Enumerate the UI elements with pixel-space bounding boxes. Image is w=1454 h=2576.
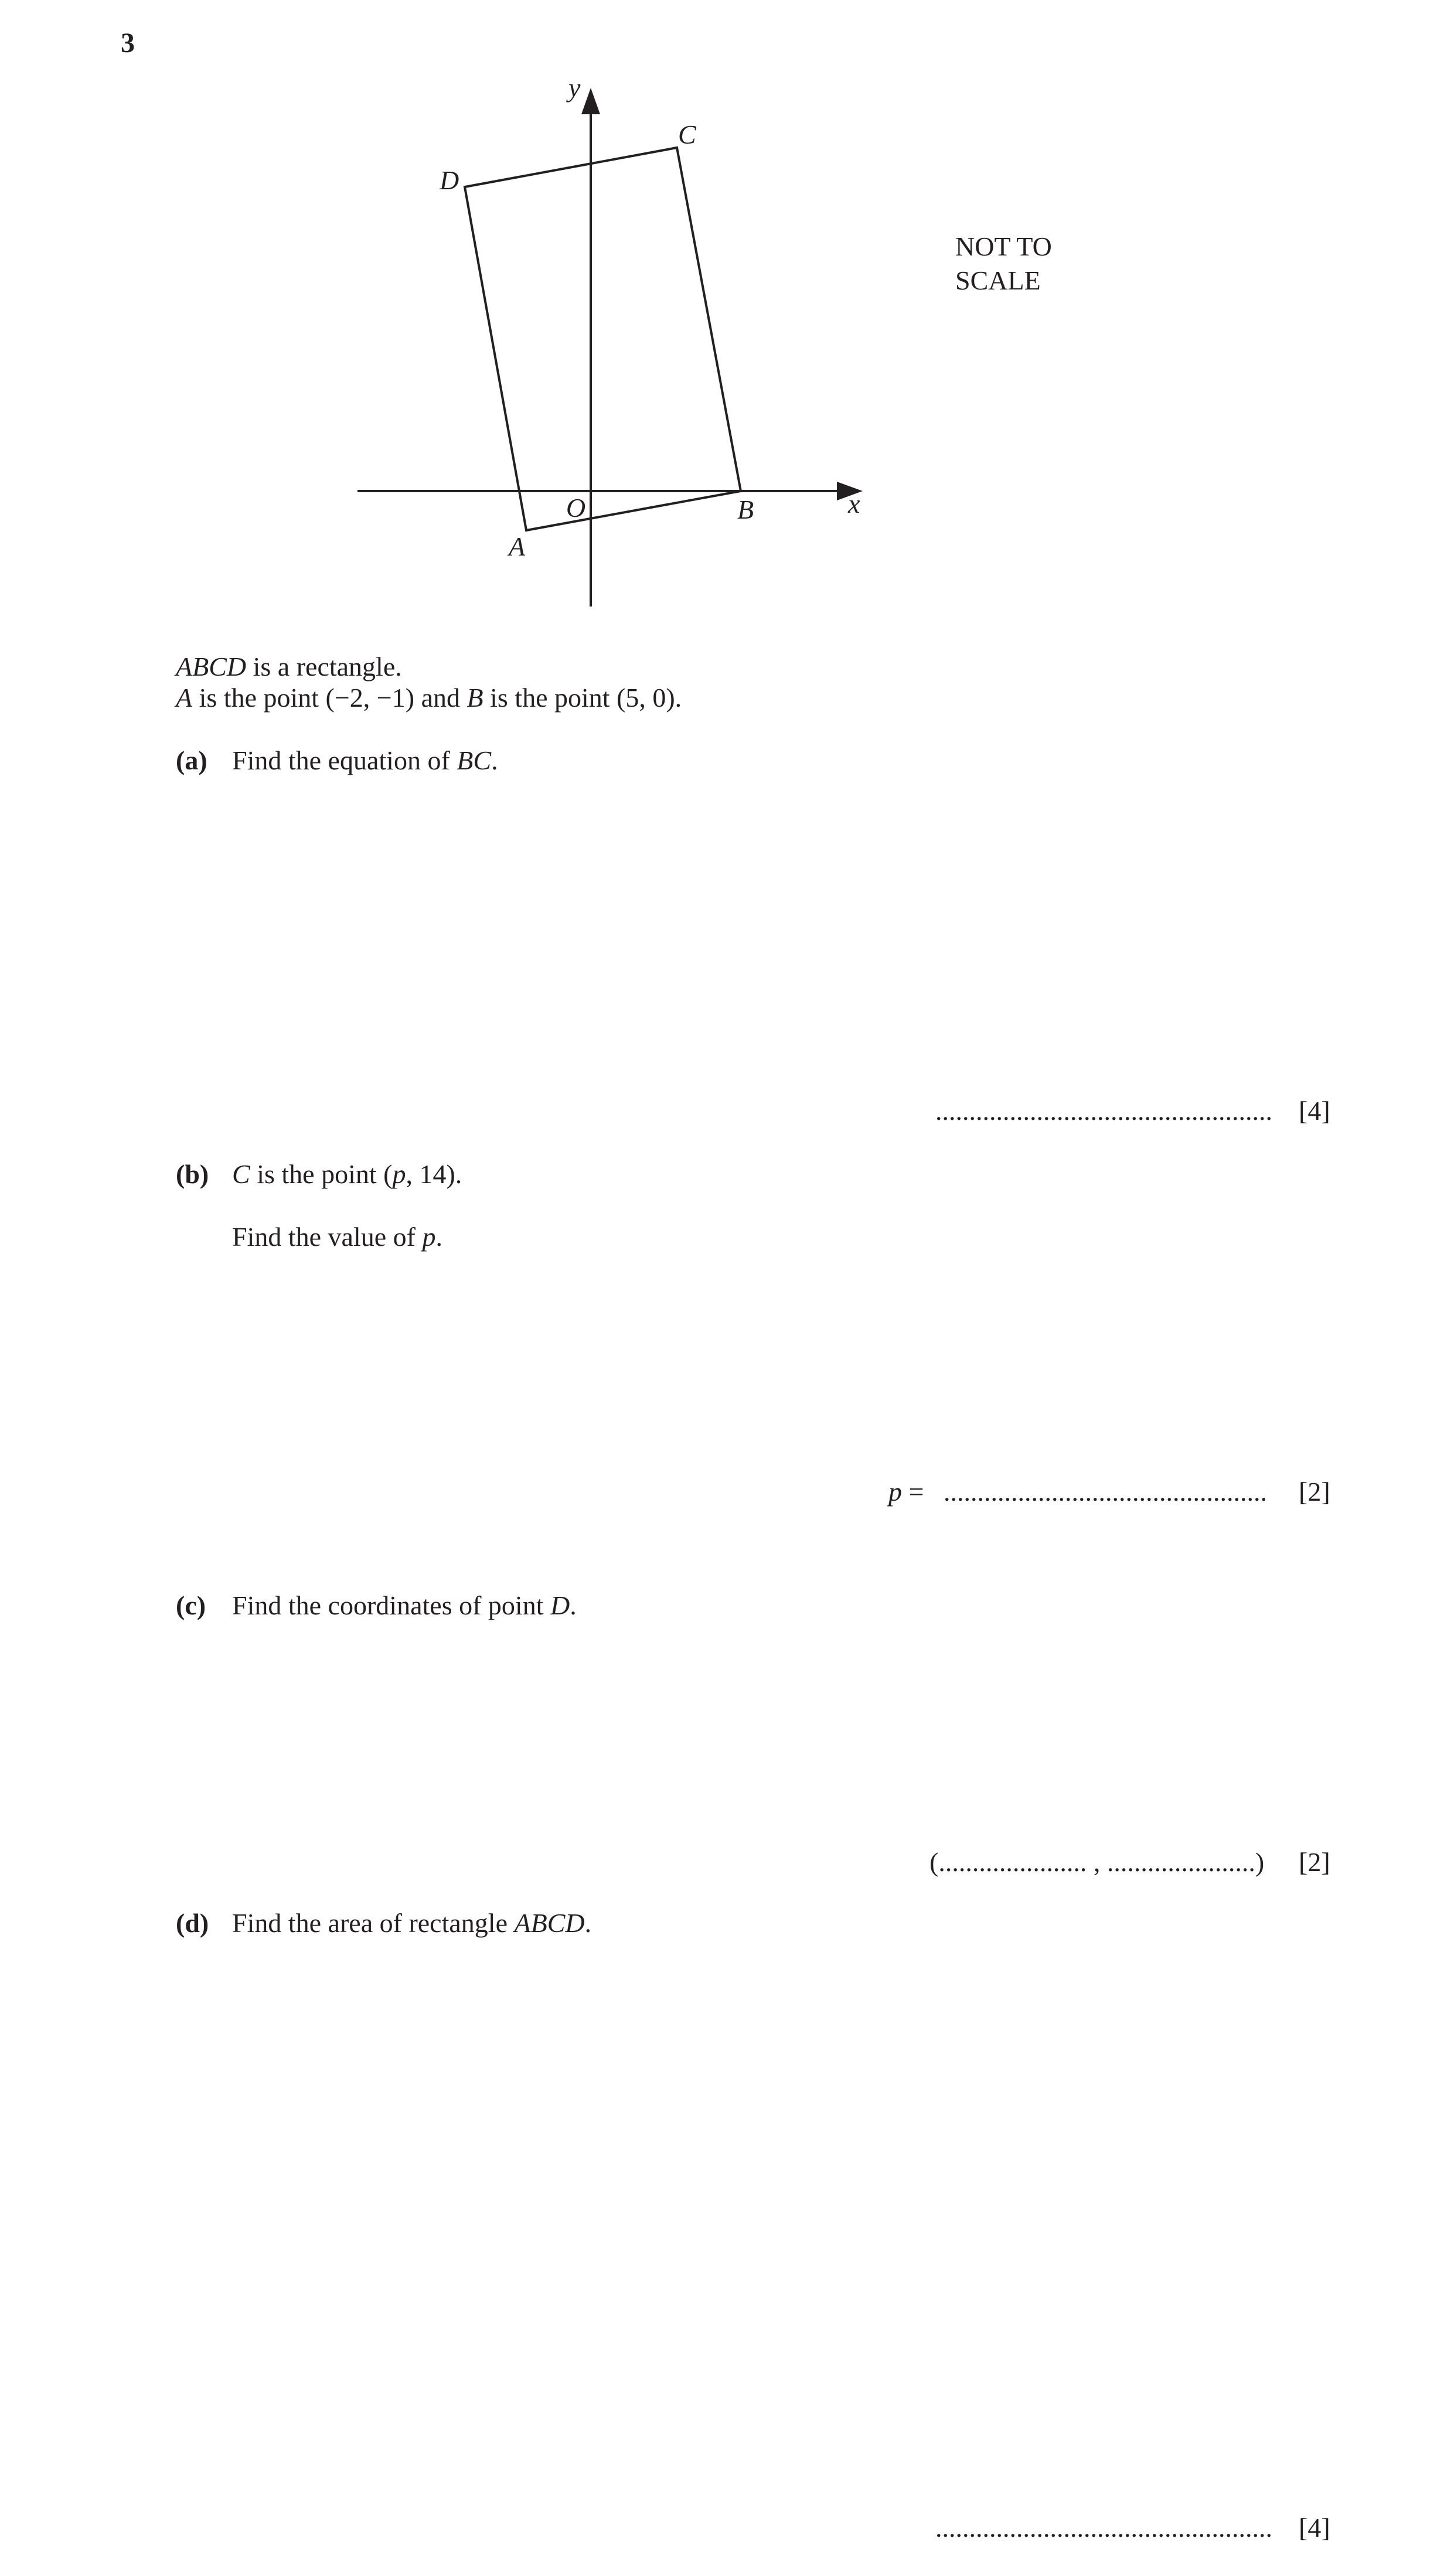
axis-label-x: x <box>848 489 860 519</box>
part-a-marks: [4] <box>1299 1096 1330 1126</box>
part-c-marks: [2] <box>1299 1847 1330 1877</box>
question-number: 3 <box>121 28 135 59</box>
part-a-label: (a) <box>176 745 207 775</box>
rectangle-abcd <box>465 148 741 530</box>
vertex-label-a: A <box>509 531 526 561</box>
part-b-question-line2: Find the value of p. <box>232 1222 442 1252</box>
rectangle-diagram <box>0 0 1454 645</box>
not-to-scale-line1: NOT TO <box>955 231 1052 261</box>
part-c-label: (c) <box>176 1590 206 1620</box>
origin-label: O <box>566 493 586 523</box>
part-c-answer-line[interactable]: (...................... , ......................) <box>929 1847 1265 1877</box>
part-a-answer-line[interactable]: .................................................. <box>935 1096 1272 1126</box>
part-b-question-line1: C is the point (p, 14). <box>232 1159 462 1189</box>
vertex-label-b: B <box>737 495 754 524</box>
part-d-marks: [4] <box>1299 2513 1330 2543</box>
not-to-scale-note <box>955 230 1131 298</box>
not-to-scale-line2: SCALE <box>955 265 1041 295</box>
vertex-label-c: C <box>678 120 696 149</box>
part-b-answer-prefix: p = <box>888 1477 924 1507</box>
part-b-marks: [2] <box>1299 1477 1330 1507</box>
part-b-answer-line[interactable]: ................................................ <box>944 1477 1267 1507</box>
part-a-question: Find the equation of BC. <box>232 745 498 775</box>
vertex-label-d: D <box>440 165 459 195</box>
axis-label-y: y <box>568 73 581 103</box>
part-d-answer-line[interactable]: .................................................. <box>935 2513 1272 2543</box>
y-axis-arrowhead <box>581 88 600 114</box>
part-d-question: Find the area of rectangle ABCD. <box>232 1908 592 1938</box>
intro-line-2: A is the point (−2, −1) and B is the point (5, 0). <box>176 683 682 713</box>
part-b-label: (b) <box>176 1159 209 1189</box>
intro-line-1: ABCD is a rectangle. <box>176 652 402 682</box>
part-c-question: Find the coordinates of point D. <box>232 1590 577 1620</box>
part-d-label: (d) <box>176 1908 209 1938</box>
